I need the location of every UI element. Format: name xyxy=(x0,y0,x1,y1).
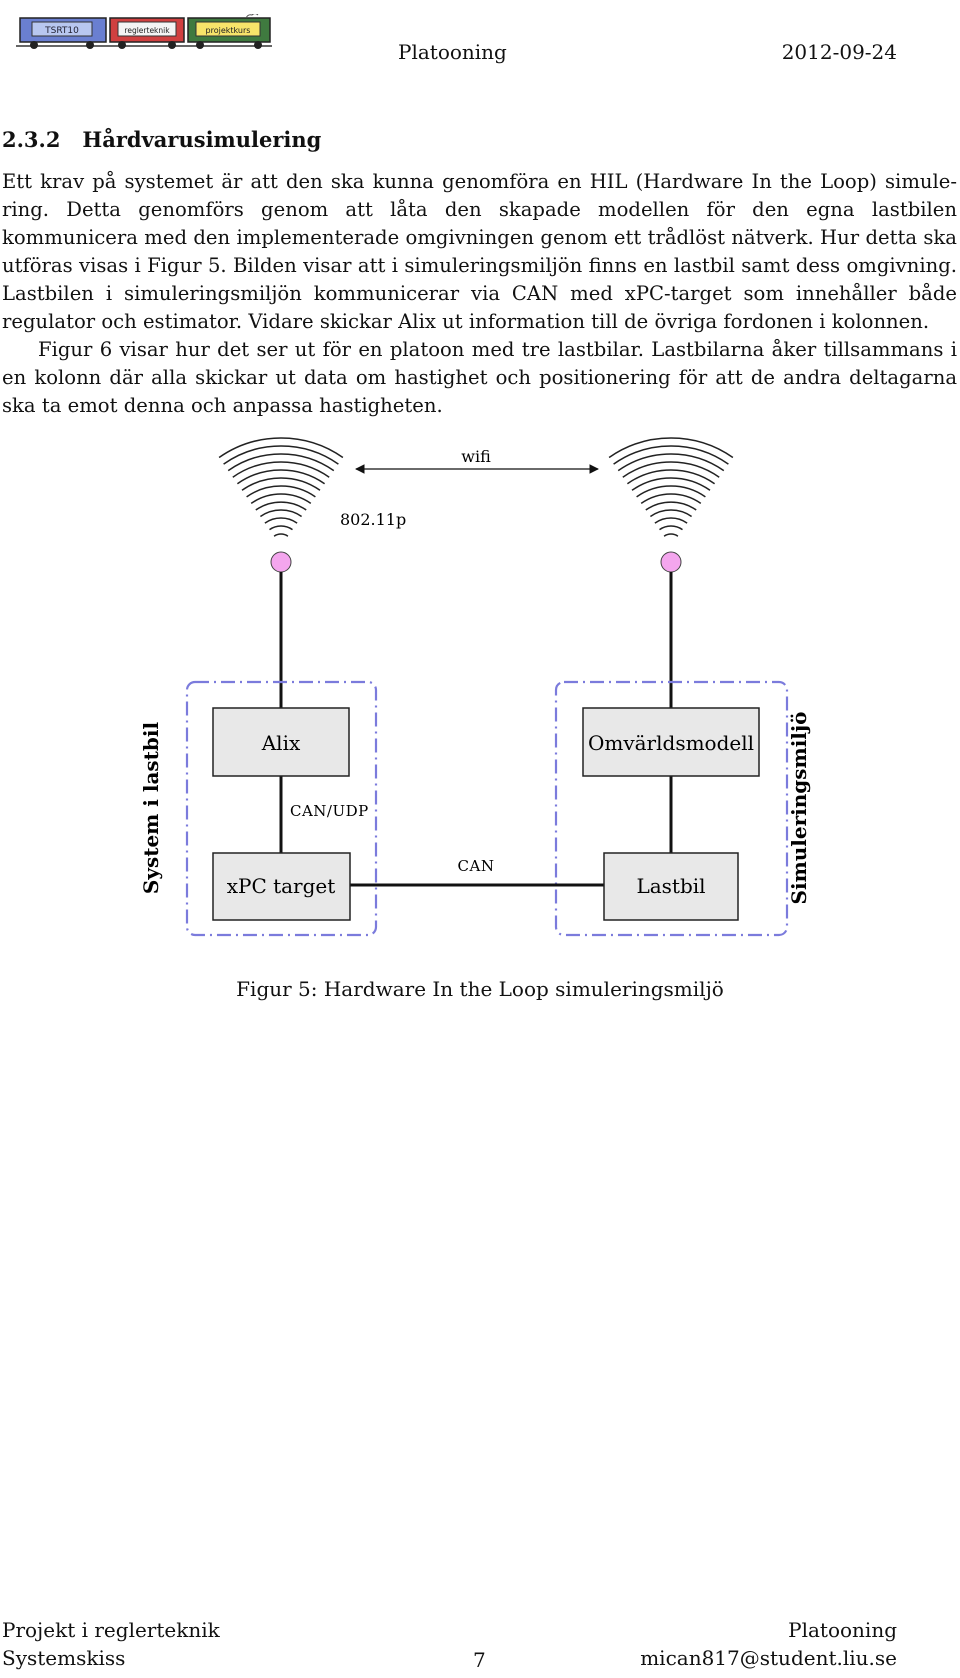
xpc-target-label: xPC target xyxy=(226,874,336,898)
logo-text-3: projektkurs xyxy=(205,26,251,35)
protocol-label: 802.11p xyxy=(340,510,407,529)
right-antenna-signal-icon xyxy=(609,438,733,536)
signal-wave xyxy=(632,478,710,490)
signal-wave xyxy=(237,470,324,484)
signal-wave xyxy=(655,518,687,523)
footer-doc-type: Systemskiss xyxy=(2,1646,126,1670)
signal-wave xyxy=(660,526,683,530)
course-logo xyxy=(14,14,276,52)
signal-wave xyxy=(270,526,293,530)
signal-wave xyxy=(274,534,288,536)
signal-wave xyxy=(260,510,301,516)
footer-email: mican817@student.liu.se xyxy=(640,1646,897,1670)
can-udp-label: CAN/UDP xyxy=(290,802,369,820)
signal-wave xyxy=(646,502,696,510)
header-title: Platooning xyxy=(398,40,507,64)
header-date: 2012-09-24 xyxy=(781,40,897,64)
paragraph-2 xyxy=(2,336,957,420)
signal-wave xyxy=(256,502,306,510)
signal-wave xyxy=(247,486,316,497)
section-heading xyxy=(2,127,321,152)
alix-label: Alix xyxy=(261,731,301,755)
right-antenna-icon xyxy=(661,552,681,572)
omvarldsmodell-box xyxy=(583,708,759,776)
right-group-label: Simuleringsmiljö xyxy=(787,711,811,905)
lastbil-label: Lastbil xyxy=(636,874,706,898)
can-label: CAN xyxy=(457,857,495,875)
logo-text-1: TSRT10 xyxy=(45,26,79,36)
left-group-label: System i lastbil xyxy=(139,721,163,895)
footer-project: Platooning xyxy=(788,1618,897,1642)
signal-wave xyxy=(637,486,706,497)
signal-wave xyxy=(650,510,691,516)
section-number: 2.3.2 xyxy=(2,127,61,152)
section-title: Hårdvarusimulering xyxy=(82,127,322,152)
logo-text-2: reglerteknik xyxy=(124,26,170,35)
left-antenna-signal-icon xyxy=(219,438,343,536)
signal-wave xyxy=(265,518,297,523)
figure-caption: Figur 5: Hardware In the Loop simuleringsmiljö xyxy=(236,977,724,1001)
signal-wave xyxy=(664,534,678,536)
left-antenna-icon xyxy=(271,552,291,572)
alix-box xyxy=(213,708,349,776)
paragraph-1: Ett krav på systemet är att den ska kunna genomföra en HIL (Hardware In the Loop) simule- ring. Detta genomförs genom att låta den skapade modellen för den egna lastbilen kommunicera med den implementerade omgivningen genom ett trådlöst nätverk. Hur detta ska utföras visas i Figur 5. Bilden visar att i simuleringsmiljön finns en lastbil samt dess omgivning. Lastbilen i simuleringsmiljön kommunicerar via CAN med xPC-target som innehåller både regulator och estimator. Vidare skickar Alix ut information till de övriga fordonen i kolonnen. xyxy=(2,170,957,333)
page-number: 7 xyxy=(473,1648,486,1672)
signal-wave xyxy=(242,478,320,490)
wifi-label: wifi xyxy=(461,447,491,466)
hil-diagram xyxy=(0,430,960,964)
signal-wave xyxy=(627,470,714,484)
paragraph-2-text: Figur 6 visar hur det ser ut för en platoon med tre lastbilar. Lastbilarna åker tillsammans i en kolonn där alla skickar ut data om hastighet och positionering för att de andra deltagarna ska ta emot denna och anpassa hastigheten. xyxy=(2,338,957,417)
xpc-target-box xyxy=(213,853,350,920)
omvarldsmodell-label: Omvärldsmodell xyxy=(587,731,755,755)
lastbil-box xyxy=(604,853,738,920)
footer-course: Projekt i reglerteknik xyxy=(2,1618,220,1642)
